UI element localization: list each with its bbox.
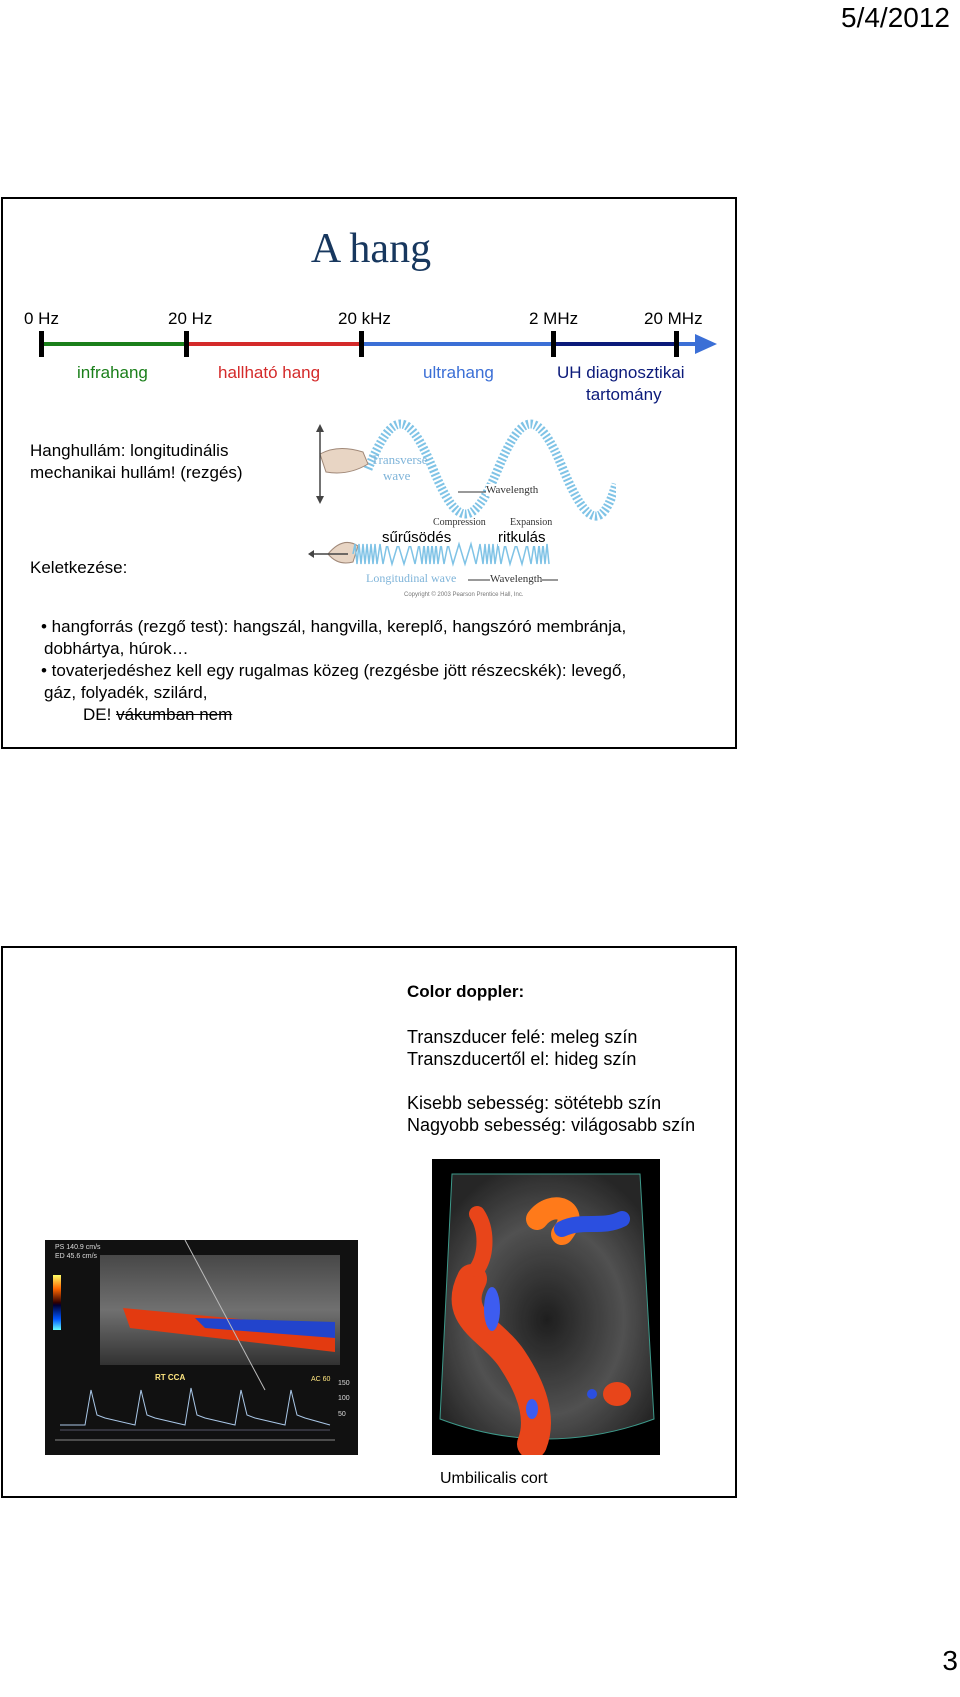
vein-blue-spot-1 bbox=[484, 1287, 500, 1331]
umbilical-doppler-image bbox=[432, 1159, 660, 1455]
tick-20hz bbox=[184, 331, 189, 357]
carotid-scale-100: 100 bbox=[338, 1395, 350, 1402]
carotid-ps: PS 140.9 cm/s bbox=[55, 1244, 101, 1251]
carotid-doppler-image bbox=[45, 1240, 358, 1455]
axis-arrowhead bbox=[695, 334, 717, 354]
bullet-3 bbox=[83, 704, 753, 726]
wave-diagram-art bbox=[308, 414, 616, 604]
wave-description-1: Hanghullám: longitudinális bbox=[30, 441, 229, 460]
bullet-1-line-2: dobhártya, húrok… bbox=[44, 639, 189, 658]
transverse-label-2: wave bbox=[383, 468, 411, 483]
expansion-label: Expansion bbox=[510, 517, 553, 528]
band-label-diagnostic-2: tartomány bbox=[586, 385, 662, 404]
doppler-line-4: Nagyobb sebesség: világosabb szín bbox=[407, 1115, 696, 1135]
doppler-heading: Color doppler: bbox=[407, 982, 525, 1001]
page-number: 3 bbox=[942, 1645, 958, 1676]
freq-label-0hz: 0 Hz bbox=[24, 309, 59, 328]
freq-label-20khz: 20 kHz bbox=[338, 309, 391, 328]
tick-20mhz bbox=[674, 331, 679, 357]
spectral-waveform bbox=[60, 1388, 330, 1430]
band-label-audible: hallható hang bbox=[218, 363, 321, 382]
tick-2mhz bbox=[551, 331, 556, 357]
color-velocity-bar bbox=[53, 1275, 61, 1330]
freq-label-2mhz: 2 MHz bbox=[529, 309, 579, 328]
rarefaction-hu-label: ritkulás bbox=[498, 529, 546, 546]
doppler-line-3: Kisebb sebesség: sötétebb szín bbox=[407, 1093, 662, 1113]
wavelength-label-top: Wavelength bbox=[486, 484, 539, 496]
compression-label: Compression bbox=[433, 517, 486, 528]
keletkezese-label: Keletkezése: bbox=[30, 558, 128, 577]
tick-0hz bbox=[39, 331, 44, 357]
bullet-1-line-1: • hangforrás (rezgő test): hangszál, hangvilla, kereplő, hangszóró membránja, bbox=[41, 617, 627, 636]
carotid-ac: AC 60 bbox=[311, 1376, 331, 1383]
copyright-note: Copyright © 2003 Pearson Prentice Hall, Inc. bbox=[404, 592, 524, 598]
slide-color-doppler bbox=[1, 946, 737, 1498]
carotid-ed: ED 45.6 cm/s bbox=[55, 1253, 98, 1260]
doppler-line-1: Transzducer felé: meleg szín bbox=[407, 1027, 638, 1047]
slide-title: A hang bbox=[310, 226, 432, 272]
bullet-2-line-2: gáz, folyadék, szilárd, bbox=[44, 683, 208, 702]
longitudinal-wave-coil bbox=[353, 544, 549, 564]
transverse-label-1: Transverse bbox=[371, 452, 428, 467]
bullet-3-strike: vákumban nem bbox=[116, 705, 233, 724]
carotid-scale-50: 50 bbox=[338, 1411, 346, 1418]
band-label-infra: infrahang bbox=[77, 363, 148, 382]
umbilical-doppler-art bbox=[432, 1159, 660, 1455]
wavelength-label-bottom: Wavelength bbox=[490, 573, 543, 585]
carotid-scale-150: 150 bbox=[338, 1380, 350, 1387]
umbilical-vein-blue bbox=[562, 1219, 622, 1229]
band-label-ultra: ultrahang bbox=[423, 363, 494, 382]
bullet-2-line-1: • tovaterjedéshez kell egy rugalmas közeg (rezgésbe jött részecskék): levegő, bbox=[41, 661, 627, 680]
hand-top bbox=[320, 448, 368, 473]
wave-diagram bbox=[308, 414, 616, 604]
longitudinal-label: Longitudinal wave bbox=[366, 571, 457, 585]
freq-label-20mhz: 20 MHz bbox=[644, 309, 703, 328]
umbilical-caption: Umbilicalis cort bbox=[440, 1470, 548, 1487]
bullet-3-prefix: DE! bbox=[83, 705, 117, 724]
doppler-line-2: Transzducertől el: hideg szín bbox=[407, 1049, 637, 1069]
frequency-axis bbox=[3, 329, 739, 359]
compression-hu-label: sűrűsödés bbox=[382, 529, 452, 546]
carotid-label: RT CCA bbox=[155, 1373, 186, 1382]
page-date: 5/4/2012 bbox=[841, 2, 950, 33]
carotid-doppler-art bbox=[45, 1240, 358, 1455]
tick-20khz bbox=[359, 331, 364, 357]
slide-sound bbox=[1, 197, 737, 749]
freq-label-20hz: 20 Hz bbox=[168, 309, 213, 328]
band-label-diagnostic-1: UH diagnosztikai bbox=[557, 363, 685, 382]
wave-description-2: mechanikai hullám! (rezgés) bbox=[30, 463, 243, 482]
